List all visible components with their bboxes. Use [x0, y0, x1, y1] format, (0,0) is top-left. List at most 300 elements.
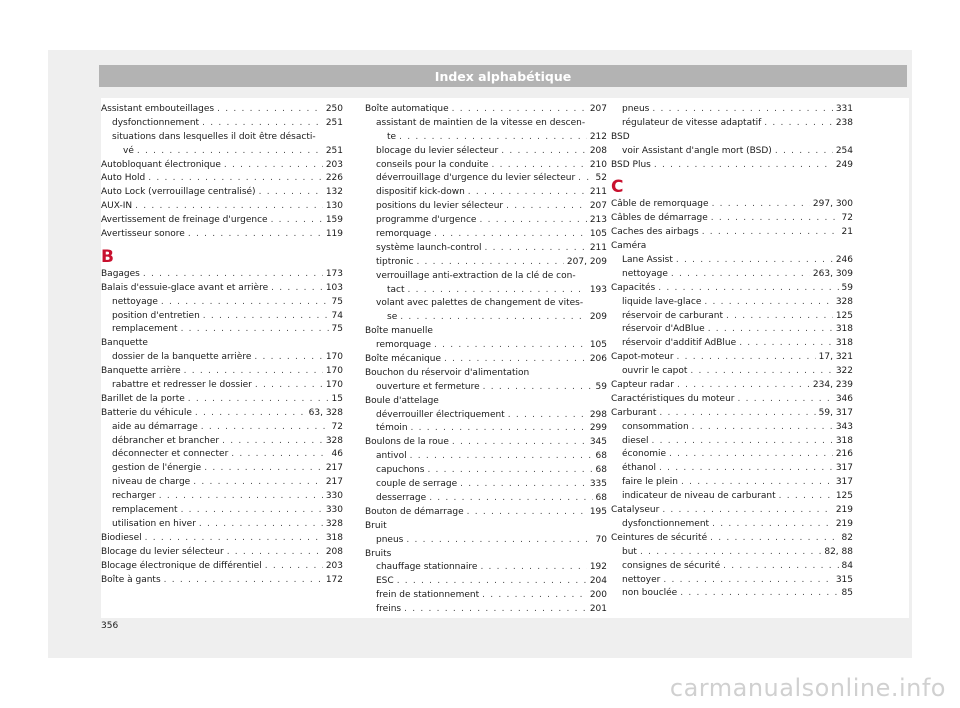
entry-page-ref: 219: [835, 505, 853, 516]
dot-leader: [408, 284, 587, 298]
dot-leader: [669, 448, 833, 462]
dot-leader: [712, 518, 833, 532]
index-entry: [101, 186, 343, 200]
entry-term: Autobloquant électronique: [101, 159, 221, 170]
index-subentry: [365, 311, 607, 325]
entry-term: position d'entretien: [112, 310, 200, 321]
dot-leader: [680, 587, 838, 601]
index-subentry: [611, 365, 853, 379]
entry-page-ref: 17, 321: [818, 352, 853, 363]
dot-leader: [143, 268, 323, 282]
entry-term: capuchons: [376, 465, 425, 476]
entry-term: Caméra: [611, 241, 647, 252]
entry-page-ref: 84: [841, 560, 853, 571]
index-subentry: [365, 464, 607, 478]
dot-leader: [676, 254, 833, 268]
entry-term: remplacement: [112, 505, 178, 516]
index-subentry: [365, 450, 607, 464]
index-content: [101, 98, 909, 618]
dot-leader: [410, 450, 593, 464]
manual-page: [48, 50, 912, 658]
index-subentry: [101, 518, 343, 532]
index-subentry: [365, 186, 607, 200]
entry-term: Banquette: [101, 338, 148, 349]
page-number: 356: [101, 621, 119, 631]
entry-page-ref: 318: [325, 532, 343, 543]
index-subentry: [101, 145, 343, 159]
watermark: carmanualsonline.info: [669, 674, 946, 702]
index-subentry: [611, 268, 853, 282]
index-entry: [101, 200, 343, 214]
entry-term: liquide lave-glace: [622, 296, 702, 307]
index-subentry: [365, 214, 607, 228]
index-subentry: [101, 504, 343, 518]
dot-leader: [259, 186, 323, 200]
dot-leader: [202, 117, 323, 131]
dot-leader: [188, 393, 329, 407]
entry-term: se: [387, 312, 398, 323]
dot-leader: [652, 103, 832, 117]
entry-page-ref: 219: [835, 518, 853, 529]
dot-leader: [491, 159, 586, 173]
entry-page-ref: 298: [589, 409, 607, 420]
index-subentry: [611, 490, 853, 504]
dot-leader: [479, 214, 586, 228]
entry-term: déverrouiller électriquement: [376, 409, 505, 420]
entry-page-ref: 238: [835, 117, 853, 128]
entry-page-ref: 46: [331, 449, 343, 460]
index-entry: [101, 228, 343, 242]
entry-page-ref: 297, 300: [812, 199, 853, 210]
dot-leader: [726, 310, 833, 324]
entry-term: Blocage électronique de différentiel: [101, 560, 262, 571]
index-subentry: [365, 534, 607, 548]
entry-page-ref: 213: [589, 215, 607, 226]
index-subentry: [611, 560, 853, 574]
entry-term: Barillet de la porte: [101, 393, 185, 404]
entry-page-ref: 170: [325, 352, 343, 363]
dot-leader: [145, 532, 323, 546]
entry-page-ref: 217: [325, 463, 343, 474]
entry-term: nettoyage: [622, 268, 668, 279]
entry-page-ref: 207, 209: [566, 256, 607, 267]
entry-page-ref: 68: [595, 492, 607, 503]
entry-term: verrouillage anti-extraction de la clé de con-: [376, 270, 576, 281]
index-entry: [365, 395, 607, 409]
index-column-3: [611, 103, 853, 601]
entry-term: antivol: [376, 451, 407, 462]
dot-leader: [662, 504, 833, 518]
dot-leader: [468, 186, 587, 200]
entry-page-ref: 74: [331, 310, 343, 321]
entry-page-ref: 318: [835, 435, 853, 446]
entry-term: Biodiesel: [101, 532, 142, 543]
entry-page-ref: 207: [589, 201, 607, 212]
entry-term: déverrouillage d'urgence du levier sélecteur: [376, 173, 576, 184]
entry-term: Caches des airbags: [611, 227, 699, 238]
dot-leader: [677, 351, 816, 365]
dot-leader: [659, 462, 833, 476]
entry-page-ref: 70: [595, 534, 607, 545]
entry-term: dysfonctionnement: [622, 518, 710, 529]
entry-term: consommation: [622, 421, 689, 432]
entry-page-ref: 72: [331, 421, 343, 432]
entry-page-ref: 330: [325, 491, 343, 502]
index-entry: [101, 268, 343, 282]
entry-term: AUX-IN: [101, 201, 133, 212]
entry-term: ouverture et fermeture: [376, 381, 480, 392]
dot-leader: [739, 337, 833, 351]
entry-page-ref: 172: [325, 574, 343, 585]
dot-leader: [399, 131, 587, 145]
entry-term: Bouton de démarrage: [365, 506, 464, 517]
entry-page-ref: 209: [589, 312, 607, 323]
entry-term: Câble de remorquage: [611, 199, 709, 210]
entry-term: diesel: [622, 435, 649, 446]
entry-term: Boîte à gants: [101, 574, 161, 585]
dot-leader: [265, 560, 323, 574]
entry-page-ref: 216: [835, 449, 853, 460]
dot-leader: [480, 561, 586, 575]
entry-page-ref: 330: [325, 505, 343, 516]
entry-page-ref: 346: [835, 393, 853, 404]
entry-term: Avertisseur sonore: [101, 229, 185, 240]
entry-page-ref: 317: [835, 477, 853, 488]
entry-term: indicateur de niveau de carburant: [622, 491, 776, 502]
entry-page-ref: 85: [841, 588, 853, 599]
entry-term: chauffage stationnaire: [376, 562, 478, 573]
dot-leader: [195, 407, 306, 421]
entry-term: régulateur de vitesse adaptatif: [622, 117, 762, 128]
entry-page-ref: 335: [589, 479, 607, 490]
index-subentry: [611, 587, 853, 601]
index-subentry: [611, 323, 853, 337]
index-subentry: [101, 310, 343, 324]
dot-leader: [452, 436, 587, 450]
index-entry: [101, 282, 343, 296]
dot-leader: [159, 490, 323, 504]
entry-term: aide au démarrage: [112, 421, 198, 432]
entry-term: économie: [622, 449, 667, 460]
entry-page-ref: 192: [589, 562, 607, 573]
entry-page-ref: 208: [325, 546, 343, 557]
index-subentry: [365, 131, 607, 145]
dot-leader: [460, 478, 587, 492]
dot-leader: [775, 145, 833, 159]
index-subentry: [365, 200, 607, 214]
index-entry: [365, 436, 607, 450]
dot-leader: [429, 492, 592, 506]
index-subentry: [611, 546, 853, 560]
entry-term: dysfonctionnement: [112, 117, 200, 128]
entry-term: non bouclée: [622, 588, 678, 599]
entry-term: dossier de la banquette arrière: [112, 352, 252, 363]
dot-leader: [271, 214, 323, 228]
entry-page-ref: 82, 88: [824, 546, 853, 557]
dot-leader: [181, 323, 329, 337]
entry-page-ref: 68: [595, 451, 607, 462]
entry-term: vé: [123, 145, 134, 156]
dot-leader: [764, 117, 833, 131]
dot-leader: [199, 518, 323, 532]
index-entry: [611, 159, 853, 173]
dot-leader: [483, 381, 593, 395]
entry-term: Batterie du véhicule: [101, 407, 192, 418]
index-subentry: [365, 478, 607, 492]
index-entry: [611, 226, 853, 240]
index-entry: [611, 532, 853, 546]
entry-page-ref: 15: [331, 393, 343, 404]
entry-page-ref: 315: [835, 574, 853, 585]
index-subentry: [365, 228, 607, 242]
index-subentry: [611, 145, 853, 159]
index-subentry: [365, 422, 607, 436]
entry-term: Boîte automatique: [365, 104, 449, 114]
entry-term: tact: [387, 284, 405, 295]
entry-page-ref: 75: [331, 324, 343, 335]
dot-leader: [659, 407, 815, 421]
entry-page-ref: 203: [325, 159, 343, 170]
dot-leader: [184, 365, 323, 379]
entry-term: réservoir d'AdBlue: [622, 324, 705, 335]
dot-leader: [681, 476, 833, 490]
entry-term: Blocage du levier sélecteur: [101, 546, 224, 557]
dot-leader: [137, 145, 323, 159]
index-subentry: [365, 575, 607, 589]
index-subentry: [365, 172, 607, 186]
entry-term: rabattre et redresser le dossier: [112, 380, 252, 391]
dot-leader: [501, 145, 587, 159]
entry-page-ref: 59: [841, 282, 853, 293]
entry-term: consignes de sécurité: [622, 560, 721, 571]
entry-page-ref: 173: [325, 268, 343, 279]
entry-term: nettoyage: [112, 296, 158, 307]
entry-term: dispositif kick-down: [376, 187, 465, 198]
dot-leader: [203, 310, 329, 324]
entry-page-ref: 345: [589, 437, 607, 448]
dot-leader: [416, 256, 563, 270]
index-subentry: [365, 159, 607, 173]
entry-term: Boîte mécanique: [365, 354, 442, 365]
index-subentry: [611, 476, 853, 490]
index-subentry: [611, 310, 853, 324]
entry-term: Assistant embouteillages: [101, 104, 215, 114]
dot-leader: [255, 379, 323, 393]
entry-term: système launch-control: [376, 242, 482, 253]
entry-page-ref: 103: [325, 282, 343, 293]
entry-term: Catalyseur: [611, 505, 660, 516]
entry-page-ref: 210: [589, 159, 607, 170]
entry-term: Bouchon du réservoir d'alimentation: [365, 367, 530, 378]
index-subentry: [365, 145, 607, 159]
dot-leader: [404, 603, 587, 617]
entry-term: Ceintures de sécurité: [611, 532, 708, 543]
entry-page-ref: 328: [835, 296, 853, 307]
entry-page-ref: 322: [835, 366, 853, 377]
entry-term: tiptronic: [376, 256, 414, 267]
entry-page-ref: 201: [589, 604, 607, 615]
entry-term: situations dans lesquelles il doit être désacti-: [112, 131, 316, 142]
dot-leader: [704, 296, 832, 310]
entry-term: conseils pour la conduite: [376, 159, 489, 170]
entry-page-ref: 59: [595, 381, 607, 392]
index-subentry: [365, 242, 607, 256]
index-entry: [611, 351, 853, 365]
entry-term: réservoir d'additif AdBlue: [622, 338, 737, 349]
dot-leader: [271, 282, 323, 296]
index-subentry: [611, 117, 853, 131]
entry-page-ref: 206: [589, 354, 607, 365]
dot-leader: [578, 172, 592, 186]
index-entry: [611, 407, 853, 421]
entry-term: Bruits: [365, 548, 392, 559]
index-entry: [101, 407, 343, 421]
index-subentry: [101, 296, 343, 310]
index-subentry: [101, 476, 343, 490]
index-entry: [611, 131, 853, 145]
dot-leader: [400, 311, 587, 325]
entry-page-ref: 249: [835, 159, 853, 170]
entry-term: BSD Plus: [611, 159, 651, 170]
index-entry: [101, 546, 343, 560]
section-header: [99, 65, 907, 87]
entry-term: Capteur radar: [611, 380, 674, 391]
entry-term: Avertissement de freinage d'urgence: [101, 215, 268, 226]
entry-term: Lane Assist: [622, 255, 673, 266]
dot-leader: [723, 560, 838, 574]
entry-page-ref: 105: [589, 340, 607, 351]
entry-page-ref: 125: [835, 491, 853, 502]
entry-term: positions du levier sélecteur: [376, 201, 504, 212]
dot-leader: [164, 574, 323, 588]
entry-page-ref: 203: [325, 560, 343, 571]
dot-leader: [690, 365, 832, 379]
index-entry: [101, 532, 343, 546]
entry-term: remorquage: [376, 340, 432, 351]
index-subentry: [365, 284, 607, 298]
entry-term: Auto Lock (verrouillage centralisé): [101, 187, 256, 198]
dot-leader: [427, 464, 592, 478]
entry-page-ref: 130: [325, 201, 343, 212]
entry-page-ref: 195: [589, 506, 607, 517]
index-subentry: [611, 435, 853, 449]
index-entry: [611, 379, 853, 393]
dot-leader: [779, 490, 833, 504]
entry-page-ref: 75: [331, 296, 343, 307]
index-subentry: [101, 379, 343, 393]
entry-term: faire le plein: [622, 477, 678, 488]
index-subentry: [365, 381, 607, 395]
entry-term: freins: [376, 604, 402, 615]
dot-leader: [711, 212, 839, 226]
dot-leader: [181, 504, 323, 518]
index-subentry: [365, 270, 607, 284]
dot-leader: [217, 103, 323, 117]
index-entry: [101, 574, 343, 588]
dot-leader: [227, 546, 323, 560]
dot-leader: [161, 296, 329, 310]
index-entry: [611, 212, 853, 226]
entry-page-ref: 263, 309: [812, 268, 853, 279]
dot-leader: [654, 159, 833, 173]
dot-leader: [467, 506, 587, 520]
index-subentry: [101, 323, 343, 337]
entry-term: ESC: [376, 576, 394, 587]
dot-leader: [663, 574, 832, 588]
entry-page-ref: 105: [589, 229, 607, 240]
dot-leader: [737, 393, 832, 407]
index-entry: [365, 367, 607, 381]
entry-page-ref: 63, 328: [308, 407, 343, 418]
index-entry: [101, 337, 343, 351]
entry-term: te: [387, 131, 397, 142]
entry-term: but: [622, 546, 637, 557]
entry-page-ref: 217: [325, 477, 343, 488]
entry-page-ref: 343: [835, 421, 853, 432]
entry-page-ref: 170: [325, 366, 343, 377]
index-subentry: [365, 492, 607, 506]
entry-term: remplacement: [112, 324, 178, 335]
dot-leader: [148, 172, 323, 186]
entry-term: Balais d'essuie-glace avant et arrière: [101, 282, 269, 293]
index-subentry: [101, 490, 343, 504]
entry-term: éthanol: [622, 463, 656, 474]
entry-term: Boîte manuelle: [365, 326, 433, 337]
dot-leader: [406, 534, 592, 548]
entry-page-ref: 318: [835, 324, 853, 335]
entry-term: desserrage: [376, 492, 427, 503]
entry-term: Capacités: [611, 282, 656, 293]
dot-leader: [193, 476, 323, 490]
index-subentry: [611, 296, 853, 310]
entry-term: utilisation en hiver: [112, 518, 196, 529]
index-subentry: [365, 256, 607, 270]
entry-term: Câbles de démarrage: [611, 213, 708, 224]
index-subentry: [101, 421, 343, 435]
entry-page-ref: 72: [841, 213, 853, 224]
entry-page-ref: 208: [589, 145, 607, 156]
entry-term: blocage du levier sélecteur: [376, 145, 499, 156]
index-subentry: [101, 462, 343, 476]
index-column-1: [101, 103, 343, 587]
entry-page-ref: 211: [589, 242, 607, 253]
dot-leader: [397, 575, 587, 589]
index-subentry: [611, 518, 853, 532]
dot-leader: [254, 351, 322, 365]
entry-term: témoin: [376, 423, 408, 434]
index-entry: [611, 240, 853, 254]
dot-leader: [640, 546, 821, 560]
index-subentry: [365, 561, 607, 575]
entry-term: Capot-moteur: [611, 352, 674, 363]
dot-leader: [444, 353, 587, 367]
entry-page-ref: 254: [835, 145, 853, 156]
index-entry: [365, 353, 607, 367]
index-entry: [611, 282, 853, 296]
entry-term: Boule d'attelage: [365, 395, 439, 406]
index-subentry: [101, 117, 343, 131]
entry-page-ref: 226: [325, 173, 343, 184]
entry-page-ref: 125: [835, 310, 853, 321]
entry-page-ref: 328: [325, 435, 343, 446]
entry-page-ref: 68: [595, 465, 607, 476]
dot-leader: [482, 589, 587, 603]
entry-page-ref: 318: [835, 338, 853, 349]
entry-term: Banquette arrière: [101, 366, 181, 377]
entry-page-ref: 331: [835, 104, 853, 114]
index-subentry: [101, 131, 343, 145]
dot-leader: [434, 339, 587, 353]
